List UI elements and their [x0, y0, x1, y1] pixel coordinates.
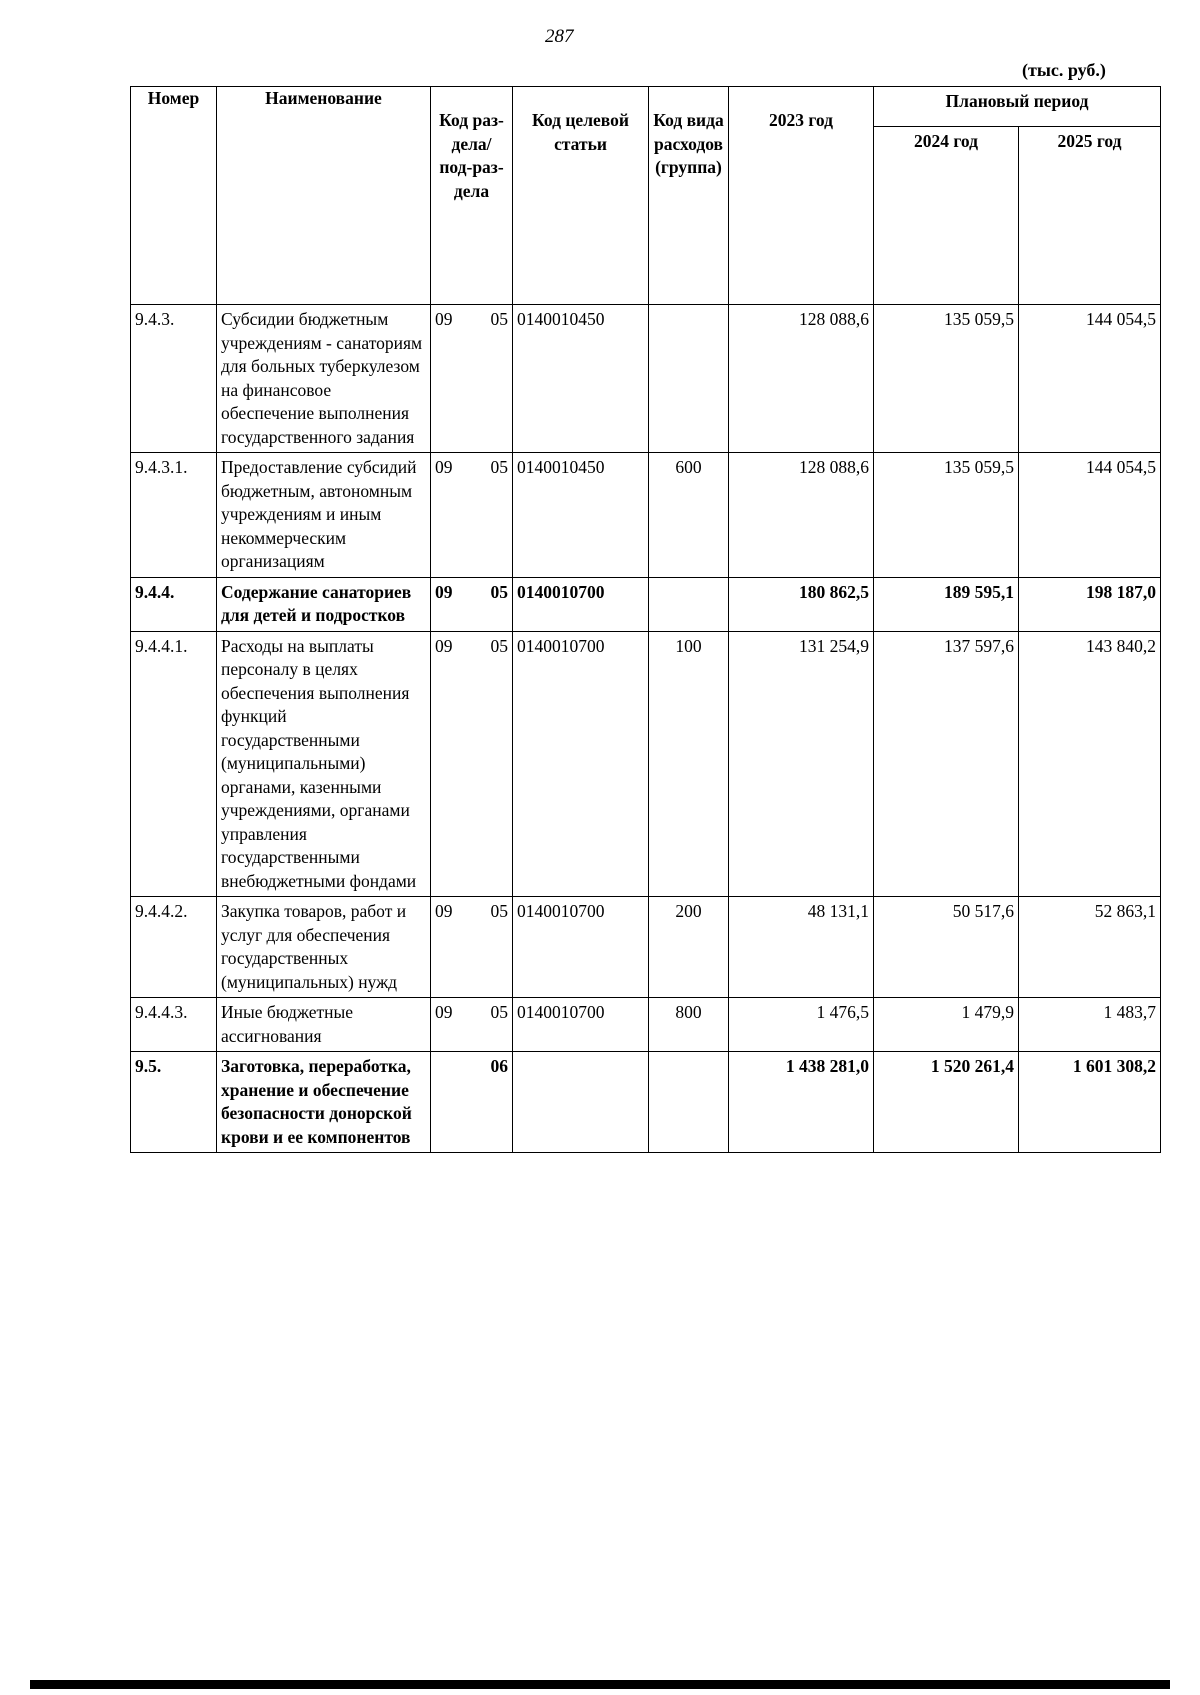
row-section: 09	[435, 581, 453, 602]
row-number: 9.4.4.2.	[131, 897, 217, 998]
header-expense-type: Код вида расходов (группа)	[649, 87, 729, 305]
row-section-code	[431, 577, 513, 631]
row-subsection: 05	[490, 901, 508, 921]
row-section: 09	[435, 635, 453, 656]
row-2025: 143 840,2	[1019, 631, 1161, 897]
row-2025: 52 863,1	[1019, 897, 1161, 998]
row-expense-type: 600	[649, 453, 729, 578]
row-name: Субсидии бюджетным учреждениям - санаториям для больных туберкулезом на финансовое обеспечение выполнения государственного задания	[217, 305, 431, 453]
table-row	[131, 453, 1161, 578]
row-section-code	[431, 631, 513, 897]
table-row	[131, 897, 1161, 998]
row-expense-type	[649, 1052, 729, 1153]
row-2025: 1 601 308,2	[1019, 1052, 1161, 1153]
row-section-code	[431, 1052, 513, 1153]
row-expense-type	[649, 577, 729, 631]
row-2024: 1 520 261,4	[874, 1052, 1019, 1153]
row-2025: 198 187,0	[1019, 577, 1161, 631]
row-subsection: 05	[490, 581, 508, 602]
row-section: 09	[435, 309, 453, 329]
row-name: Содержание санаториев для детей и подростков	[217, 577, 431, 631]
row-2024: 135 059,5	[874, 453, 1019, 578]
table-body	[131, 305, 1161, 1153]
row-subsection: 05	[490, 309, 508, 329]
row-2024: 137 597,6	[874, 631, 1019, 897]
row-expense-type	[649, 305, 729, 453]
row-2023: 48 131,1	[729, 897, 874, 998]
footer-rule	[30, 1680, 1170, 1689]
units-label: (тыс. руб.)	[1022, 60, 1106, 80]
header-2024: 2024 год	[874, 127, 1019, 305]
row-2024: 135 059,5	[874, 305, 1019, 453]
row-target-code	[513, 1052, 649, 1153]
row-2025: 1 483,7	[1019, 998, 1161, 1052]
row-section-code	[431, 305, 513, 453]
row-name: Предоставление субсидий бюджетным, автономным учреждениям и иным некоммерческим организациям	[217, 453, 431, 578]
row-target-code: 0140010450	[513, 453, 649, 578]
row-section: 09	[435, 901, 453, 921]
header-2023: 2023 год	[729, 87, 874, 305]
header-planned-period: Плановый период	[874, 87, 1161, 127]
row-2023: 180 862,5	[729, 577, 874, 631]
row-2023: 1 438 281,0	[729, 1052, 874, 1153]
row-2024: 50 517,6	[874, 897, 1019, 998]
row-subsection: 06	[490, 1056, 508, 1076]
row-number: 9.4.3.	[131, 305, 217, 453]
header-number: Номер	[131, 87, 217, 305]
header-name: Наименование	[217, 87, 431, 305]
table-row	[131, 305, 1161, 453]
row-2025: 144 054,5	[1019, 453, 1161, 578]
budget-table	[130, 86, 1161, 1153]
row-section-code	[431, 897, 513, 998]
row-expense-type: 200	[649, 897, 729, 998]
row-target-code: 0140010700	[513, 631, 649, 897]
row-name: Закупка товаров, работ и услуг для обеспечения государственных (муниципальных) нужд	[217, 897, 431, 998]
table-row	[131, 631, 1161, 897]
page-number: 287	[545, 26, 574, 47]
header-2025: 2025 год	[1019, 127, 1161, 305]
row-name: Расходы на выплаты персоналу в целях обеспечения выполнения функций государственными (муниципальными) органами, казенными учреждениями, органами управления государственными внебюджетными фондами	[217, 631, 431, 897]
row-section-code	[431, 998, 513, 1052]
row-2023: 128 088,6	[729, 453, 874, 578]
row-subsection: 05	[490, 457, 508, 477]
row-number: 9.4.4.1.	[131, 631, 217, 897]
row-target-code: 0140010700	[513, 577, 649, 631]
row-section: 09	[435, 457, 453, 477]
row-2023: 128 088,6	[729, 305, 874, 453]
row-target-code: 0140010700	[513, 897, 649, 998]
row-2025: 144 054,5	[1019, 305, 1161, 453]
row-2023: 1 476,5	[729, 998, 874, 1052]
row-number: 9.4.3.1.	[131, 453, 217, 578]
row-target-code: 0140010700	[513, 998, 649, 1052]
row-number: 9.4.4.	[131, 577, 217, 631]
row-section: 09	[435, 1002, 453, 1022]
table-row	[131, 1052, 1161, 1153]
row-section-code	[431, 453, 513, 578]
row-expense-type: 100	[649, 631, 729, 897]
table-row	[131, 998, 1161, 1052]
table-row	[131, 577, 1161, 631]
row-subsection: 05	[490, 635, 508, 656]
row-2024: 189 595,1	[874, 577, 1019, 631]
row-expense-type: 800	[649, 998, 729, 1052]
header-target-code: Код целевой статьи	[513, 87, 649, 305]
row-target-code: 0140010450	[513, 305, 649, 453]
row-number: 9.4.4.3.	[131, 998, 217, 1052]
header-section-code: Код раз-дела/ под-раз-дела	[431, 87, 513, 305]
row-name: Заготовка, переработка, хранение и обеспечение безопасности донорской крови и ее компонентов	[217, 1052, 431, 1153]
row-2024: 1 479,9	[874, 998, 1019, 1052]
row-2023: 131 254,9	[729, 631, 874, 897]
row-subsection: 05	[490, 1002, 508, 1022]
row-number: 9.5.	[131, 1052, 217, 1153]
row-name: Иные бюджетные ассигнования	[217, 998, 431, 1052]
